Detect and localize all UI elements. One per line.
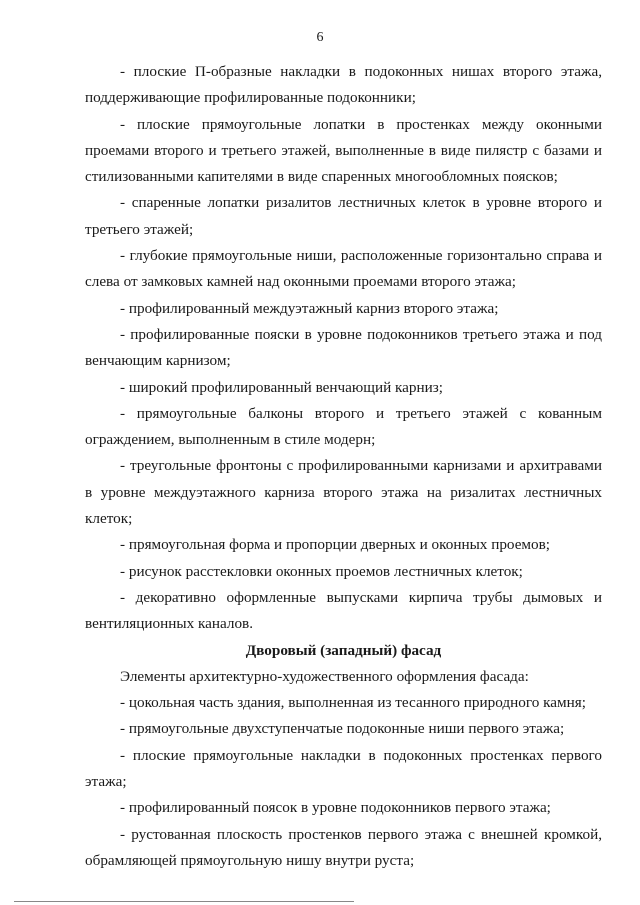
paragraph: - профилированные пояски в уровне подоконников третьего этажа и под венчающим карнизом;	[85, 325, 602, 370]
paragraph: - прямоугольные двухступенчатые подоконные ниши первого этажа;	[120, 720, 565, 738]
paragraph: - широкий профилированный венчающий карниз;	[120, 378, 443, 396]
paragraph: - профилированный междуэтажный карниз второго этажа;	[120, 299, 499, 317]
paragraph: - рустованная плоскость простенков первого этажа с внешней кромкой, обрамляющей прямоугольную нишу внутри руста;	[85, 825, 602, 869]
paragraph: - прямоугольные балконы второго и третьего этажей с кованным ограждением, выполненным в стиле модерн;	[85, 404, 602, 449]
paragraph: - плоские П-образные накладки в подоконных нишах второго этажа, поддерживающие профилированные подоконники;	[85, 63, 602, 107]
paragraph: - цокольная часть здания, выполненная из тесанного природного камня;	[120, 694, 586, 712]
paragraph: Элементы архитектурно-художественного оформления фасада:	[120, 667, 529, 685]
footer-rule	[14, 901, 354, 902]
paragraph: - рисунок расстекловки оконных проемов лестничных клеток;	[120, 562, 523, 580]
paragraph: - плоские прямоугольные накладки в подоконных простенках первого этажа;	[85, 746, 602, 791]
document-body	[85, 59, 602, 874]
paragraph: - декоративно оформленные выпусками кирпича трубы дымовых и вентиляционных каналов.	[85, 588, 602, 633]
paragraph: - спаренные лопатки ризалитов лестничных клеток в уровне второго и третьего этажей;	[85, 194, 602, 238]
paragraph: - плоские прямоугольные лопатки в простенках между оконными проемами второго и третьего этажей, выполненные в виде пилястр с базами и стилизованными капителями в виде спаренных многообломных поясков;	[85, 115, 602, 186]
paragraph: - прямоугольная форма и пропорции дверных и оконных проемов;	[120, 536, 551, 554]
page-number: 6	[316, 30, 324, 45]
paragraph: - треугольные фронтоны с профилированными карнизами и архитравами в уровне междуэтажного карниза второго этажа на ризалитах лестничных клеток;	[85, 457, 602, 528]
section-heading: Дворовый (западный) фасад	[245, 641, 442, 659]
paragraph: - профилированный поясок в уровне подоконников первого этажа;	[120, 799, 551, 817]
paragraph: - глубокие прямоугольные ниши, расположенные горизонтально справа и слева от замковых камней над оконными проемами второго этажа;	[85, 247, 602, 291]
